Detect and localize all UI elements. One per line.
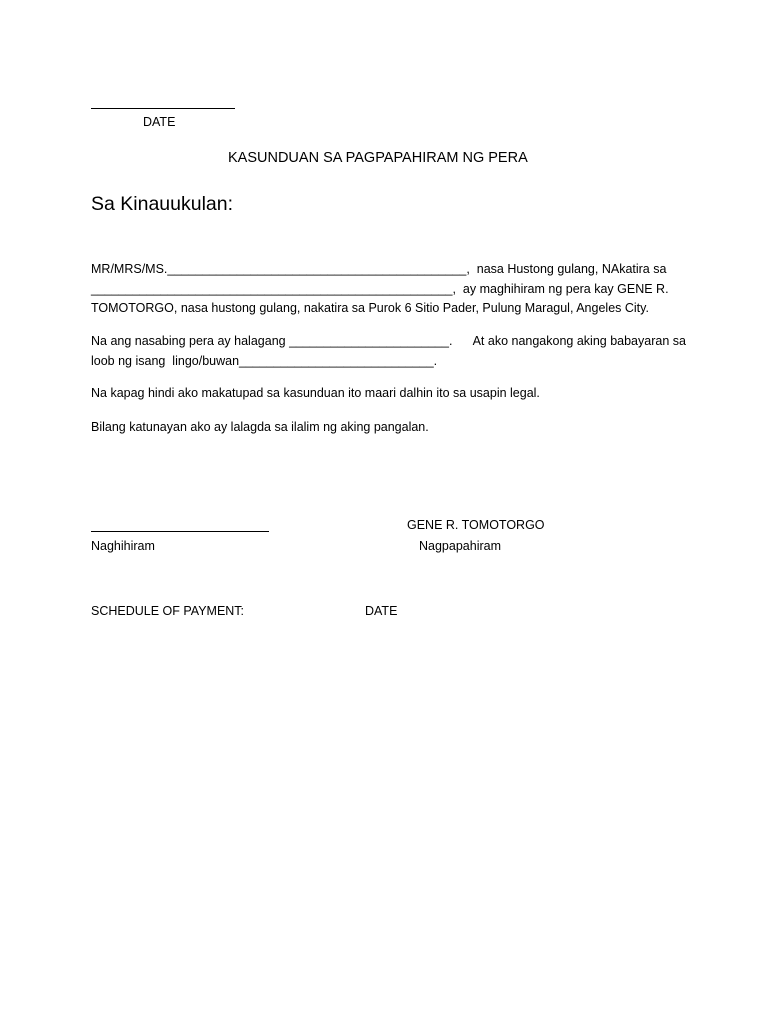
document-title: KASUNDUAN SA PAGPAPAHIRAM NG PERA (228, 150, 528, 166)
paragraph1-line3: TOMOTORGO, nasa hustong gulang, nakatira sa Purok 6 Sitio Pader, Pulung Maragul, Angeles City. (91, 301, 649, 315)
lender-label: Nagpapahiram (419, 539, 501, 553)
date-label: DATE (143, 115, 176, 129)
paragraph3: Na kapag hindi ako makatupad sa kasunduan ito maari dalhin ito sa usapin legal. (91, 386, 540, 400)
schedule-date-label: DATE (365, 604, 398, 618)
lender-name: GENE R. TOMOTORGO (407, 518, 545, 532)
paragraph4: Bilang katunayan ako ay lalagda sa ilalim ng aking pangalan. (91, 420, 429, 434)
borrower-signature-line (91, 531, 269, 532)
date-blank-line (91, 108, 235, 109)
paragraph2-line2: loob ng isang lingo/buwan____________________________. (91, 354, 438, 368)
paragraph2-line1: Na ang nasabing pera ay halagang _______________________. At ako nangakong aking babayaran sa (91, 334, 686, 348)
paragraph1-line1: MR/MRS/MS.___________________________________________, nasa Hustong gulang, NAkatira sa (91, 262, 667, 276)
schedule-label: SCHEDULE OF PAYMENT: (91, 604, 245, 618)
paragraph1-line2: ____________________________________________________, ay maghihiram ng pera kay GENE R. (91, 282, 669, 296)
salutation: Sa Kinauukulan: (91, 193, 234, 215)
borrower-label: Naghihiram (91, 539, 155, 553)
